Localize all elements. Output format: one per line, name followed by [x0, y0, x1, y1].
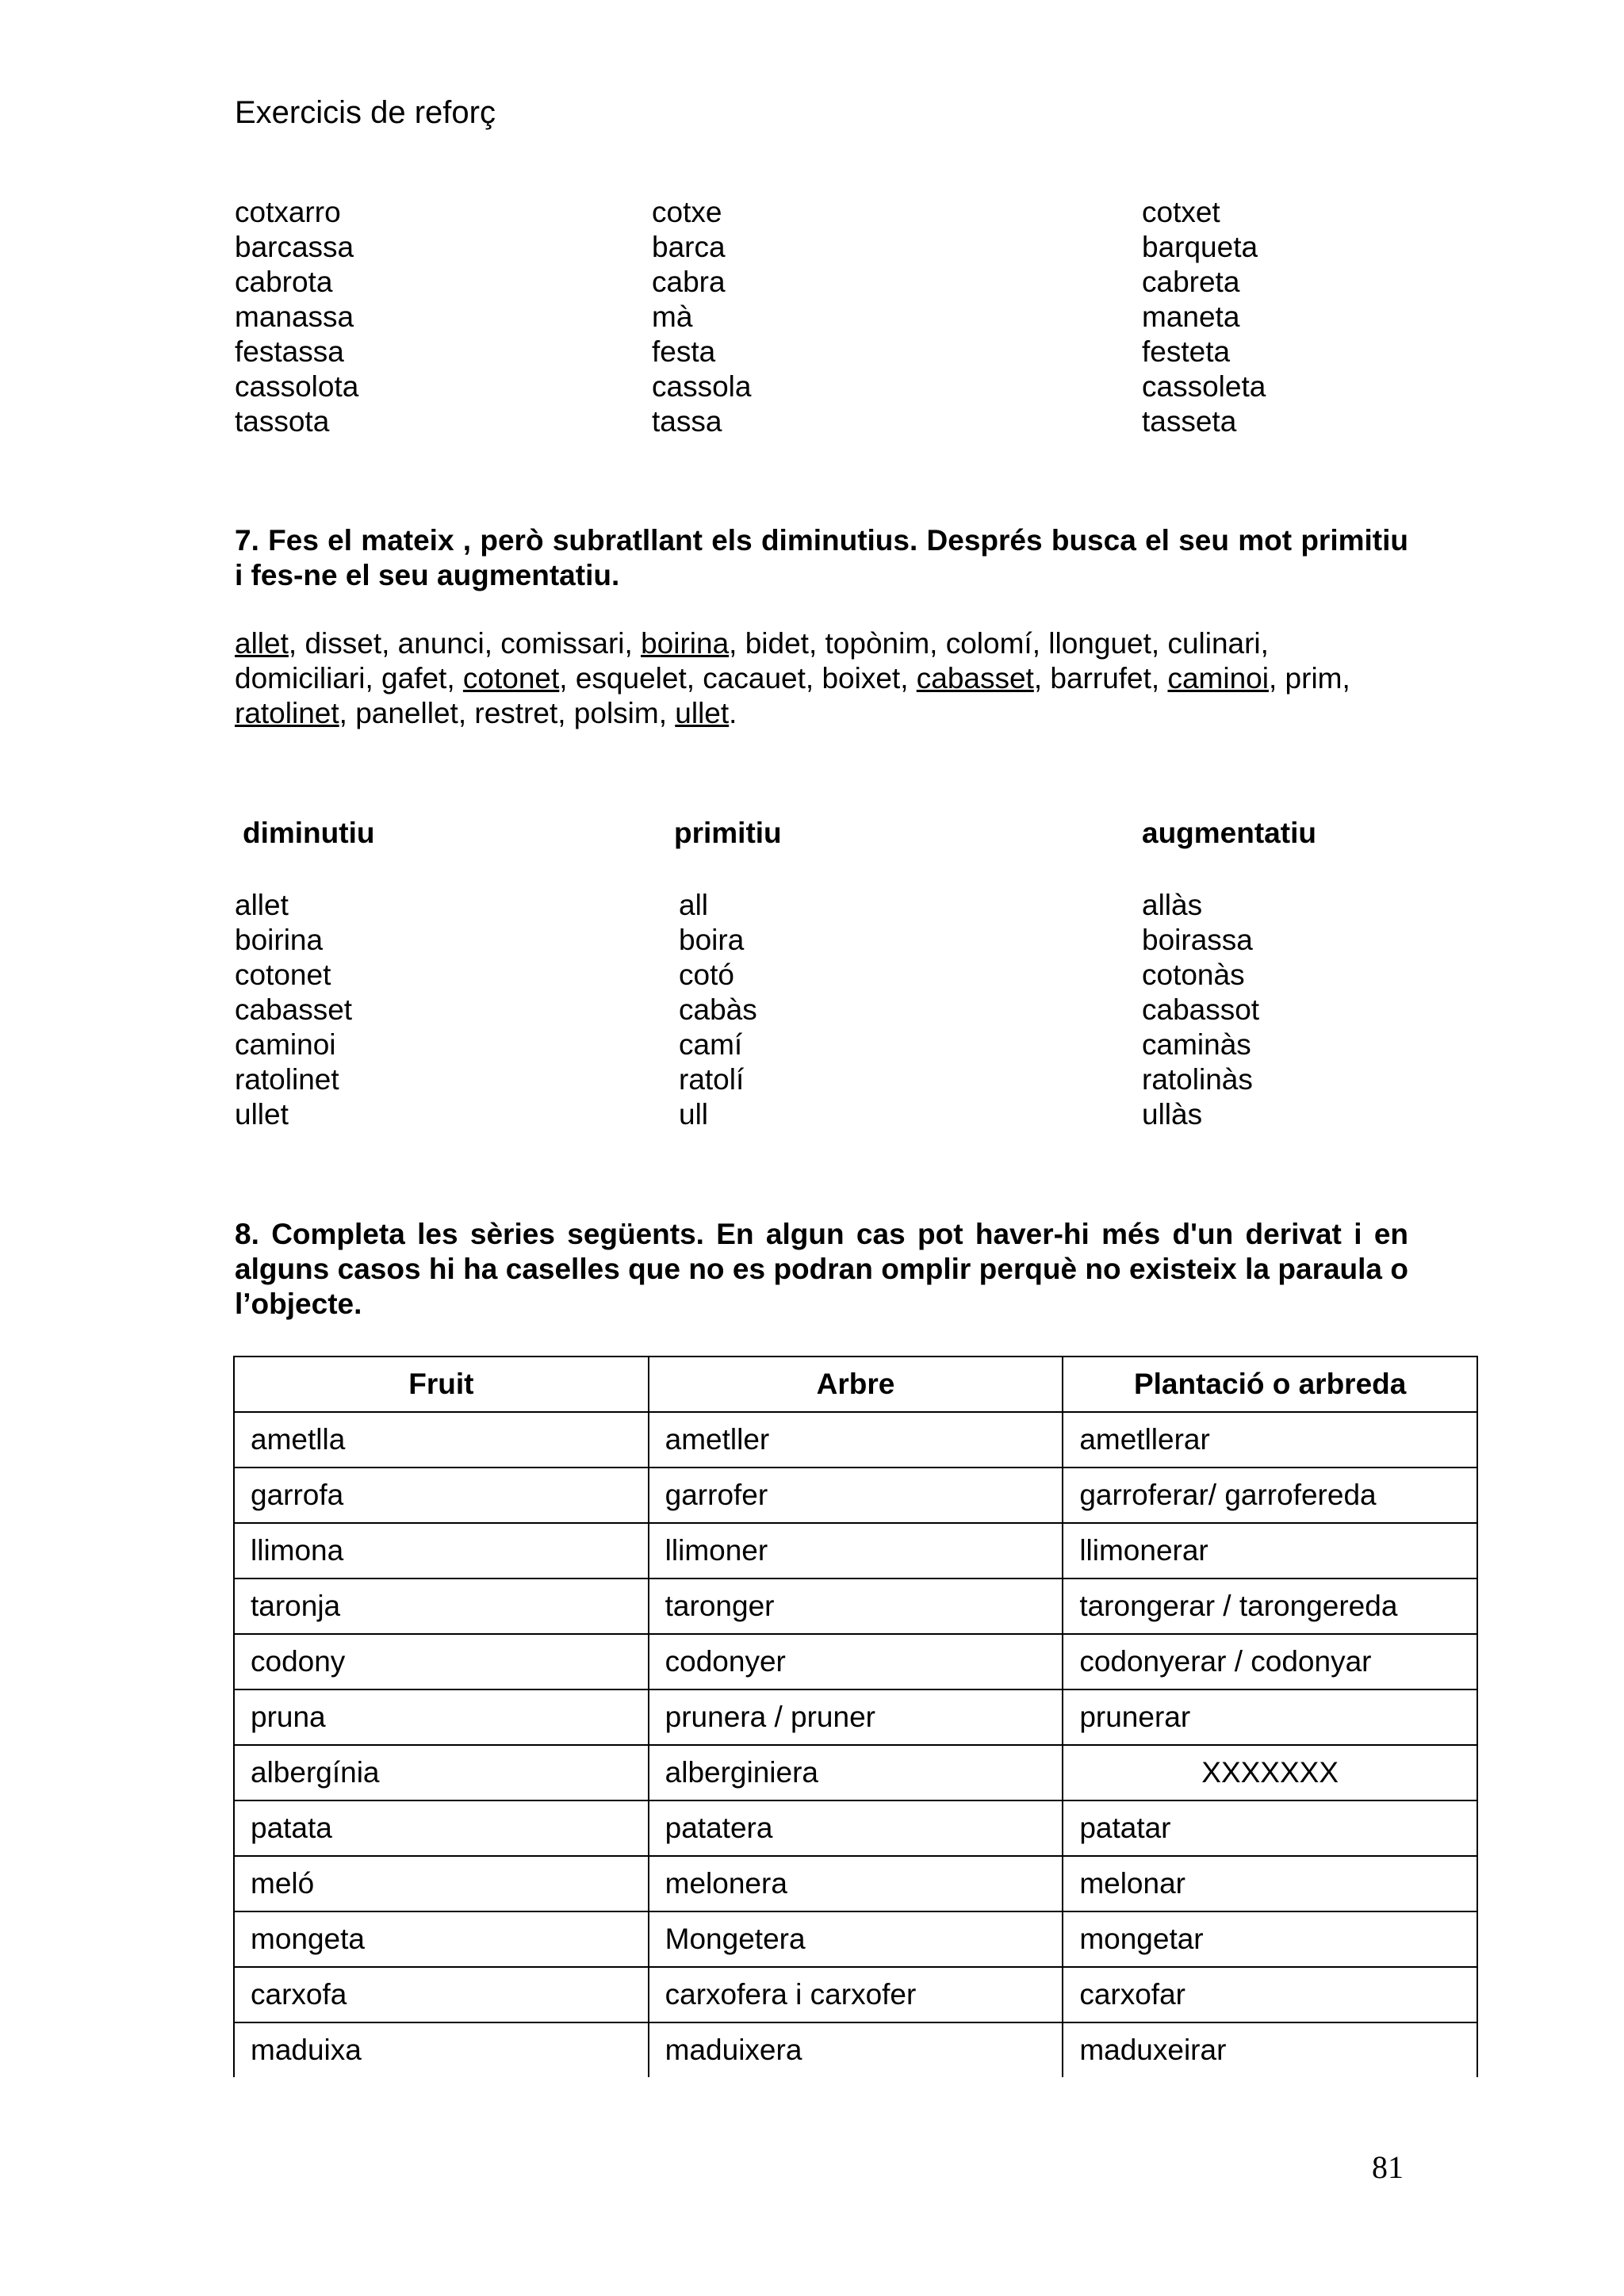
table-cell: ametllerar	[1063, 1412, 1477, 1468]
table-cell: maduxeirar	[1063, 2022, 1477, 2077]
table-cell: carxofera i carxofer	[649, 1967, 1063, 2022]
table-cell: prunera / pruner	[649, 1689, 1063, 1745]
exercise-7-heading: 7. Fes el mateix , però subratllant els diminutius. Després busca el seu mot primitiu i fes-ne el seu augmentatiu.	[235, 524, 1408, 591]
table-row	[234, 1689, 1477, 1745]
table-header: Fruit	[234, 1357, 649, 1412]
list-item: ratolinet	[235, 1063, 339, 1096]
table-cell: codonyerar / codonyar	[1063, 1634, 1477, 1689]
word: cabasset	[916, 662, 1034, 695]
list-item: cabassot	[1142, 993, 1260, 1026]
word: comissari	[500, 627, 625, 660]
list-item: cabra	[652, 266, 726, 298]
list-item: all	[679, 889, 709, 921]
table-cell: garrofer	[649, 1468, 1063, 1523]
word: bidet	[745, 627, 809, 660]
list-item: festeta	[1142, 335, 1231, 368]
table-cell: prunerar	[1063, 1689, 1477, 1745]
list-item: cabreta	[1142, 266, 1240, 298]
list-item: cotonàs	[1142, 959, 1245, 991]
table-row	[234, 1745, 1477, 1800]
table-cell: carxofa	[234, 1967, 649, 2022]
list-item: allet	[235, 889, 289, 921]
table-cell: meló	[234, 1856, 649, 1911]
word: cacauet	[703, 662, 806, 695]
word: caminoi	[1167, 662, 1269, 695]
table-header: Plantació o arbreda	[1063, 1357, 1477, 1412]
table-cell: pruna	[234, 1689, 649, 1745]
table-cell: melonera	[649, 1856, 1063, 1911]
list-item: mà	[652, 300, 693, 333]
list-item: cassolota	[235, 370, 359, 403]
word: anunci	[397, 627, 485, 660]
list-item: allàs	[1142, 889, 1203, 921]
table-cell: patatar	[1063, 1800, 1477, 1856]
table-cell: alberginiera	[649, 1745, 1063, 1800]
list-item: barqueta	[1142, 231, 1258, 263]
table-row	[234, 1412, 1477, 1468]
page-number: 81	[1372, 2149, 1404, 2185]
list-item: boirassa	[1142, 924, 1253, 956]
list-item: caminàs	[1142, 1028, 1251, 1061]
list-item: barcassa	[235, 231, 354, 263]
table-cell: carxofar	[1063, 1967, 1477, 2022]
table-cell: patatera	[649, 1800, 1063, 1856]
table-cell: Mongetera	[649, 1911, 1063, 1967]
table-cell: maduixa	[234, 2022, 649, 2077]
table-row	[234, 1468, 1477, 1523]
table-cell: ametlla	[234, 1412, 649, 1468]
table-row	[234, 2022, 1477, 2077]
word: boixet	[822, 662, 901, 695]
table-cell: taronja	[234, 1578, 649, 1634]
word: restret	[474, 697, 558, 729]
list-item: cotxe	[652, 196, 722, 228]
table-cell: melonar	[1063, 1856, 1477, 1911]
exercise-8-heading: 8. Completa les sèries següents. En algun cas pot haver-hi més d'un derivat i en alguns casos hi ha caselles que no es podran omplir perquè no existeix la paraula o l’objecte.	[235, 1218, 1408, 1320]
list1-primitiu-column	[652, 195, 751, 439]
list-item: barca	[652, 231, 726, 263]
word: llonguet	[1048, 627, 1151, 660]
table-cell: llimona	[234, 1523, 649, 1578]
list-item: festassa	[235, 335, 344, 368]
table-cell: mongetar	[1063, 1911, 1477, 1967]
page-header: Exercicis de reforç	[235, 95, 496, 130]
list-item: ratolí	[679, 1063, 745, 1096]
list-item: cabrota	[235, 266, 333, 298]
table-cell: mongeta	[234, 1911, 649, 1967]
table-cell: llimonerar	[1063, 1523, 1477, 1578]
table-header: Arbre	[649, 1357, 1063, 1412]
list1-augmentatiu-column	[235, 195, 358, 439]
list-item: tasseta	[1142, 405, 1237, 438]
word: colomí	[945, 627, 1032, 660]
list-item: festa	[652, 335, 716, 368]
table-cell: garroferar/ garrofereda	[1063, 1468, 1477, 1523]
col-header-diminutiu: diminutiu	[243, 817, 375, 849]
word: boirina	[641, 627, 730, 660]
table-cell: llimoner	[649, 1523, 1063, 1578]
table-row	[234, 1800, 1477, 1856]
table-cell: tarongerar / tarongereda	[1063, 1578, 1477, 1634]
table-cell: garrofa	[234, 1468, 649, 1523]
list-item: ratolinàs	[1142, 1063, 1253, 1096]
word: ullet	[675, 697, 730, 729]
table-row	[234, 1856, 1477, 1911]
list-item: cotxarro	[235, 196, 341, 228]
list-item: caminoi	[235, 1028, 336, 1061]
table-row	[234, 1578, 1477, 1634]
word: gafet	[381, 662, 447, 695]
table-row	[234, 1634, 1477, 1689]
table-cell: maduixera	[649, 2022, 1063, 2077]
list-item: cotxet	[1142, 196, 1220, 228]
list-item: boirina	[235, 924, 324, 956]
ex7-augmentatiu-column	[1142, 888, 1259, 1132]
list-item: ullàs	[1142, 1098, 1203, 1131]
word: cotonet	[462, 662, 560, 695]
list-item: cabàs	[679, 993, 757, 1026]
list-item: cassoleta	[1142, 370, 1266, 403]
table-cell: albergínia	[234, 1745, 649, 1800]
table-row	[234, 1911, 1477, 1967]
table-row	[234, 1967, 1477, 2022]
table-row	[234, 1523, 1477, 1578]
word: ratolinet	[235, 697, 339, 729]
list-item: maneta	[1142, 300, 1240, 333]
word: disset	[304, 627, 382, 660]
table-cell: patata	[234, 1800, 649, 1856]
word: topònim	[825, 627, 930, 660]
word: culinari	[1167, 627, 1261, 660]
list-item: cotonet	[235, 959, 331, 991]
col-header-primitiu: primitiu	[674, 817, 782, 849]
list-item: tassa	[652, 405, 722, 438]
list-item: manassa	[235, 300, 354, 333]
list-item: ullet	[235, 1098, 289, 1131]
list-item: camí	[679, 1028, 743, 1061]
word: esquelet	[575, 662, 687, 695]
series-table	[233, 1356, 1478, 2077]
word: allet	[235, 627, 289, 660]
word: prim	[1285, 662, 1342, 695]
ex7-primitiu-column	[679, 888, 757, 1132]
exercise-7-word-list: allet, disset, anunci, comissari, boirina, bidet, topònim, colomí, llonguet, culinari, domiciliari, gafet, cotonet, esquelet, cacauet, boixet, cabasset, barrufet, caminoi, prim, ratolinet, panellet, restret, polsim, ullet.	[235, 627, 1350, 729]
word: barrufet	[1050, 662, 1151, 695]
list1-diminutiu-column	[1142, 195, 1266, 439]
table-cell: XXXXXXX	[1063, 1745, 1477, 1800]
list-item: boira	[679, 924, 745, 956]
list-item: tassota	[235, 405, 330, 438]
list-item: cotó	[679, 959, 734, 991]
list-item: cassola	[652, 370, 752, 403]
table-cell: taronger	[649, 1578, 1063, 1634]
word: domiciliari	[235, 662, 366, 695]
table-cell: codony	[234, 1634, 649, 1689]
ex7-diminutiu-column	[235, 888, 352, 1132]
word: polsim	[573, 697, 659, 729]
word: panellet	[355, 697, 458, 729]
table-cell: codonyer	[649, 1634, 1063, 1689]
table-cell: ametller	[649, 1412, 1063, 1468]
list-item: cabasset	[235, 993, 353, 1026]
list-item: ull	[679, 1098, 709, 1131]
col-header-augmentatiu: augmentatiu	[1142, 817, 1316, 849]
